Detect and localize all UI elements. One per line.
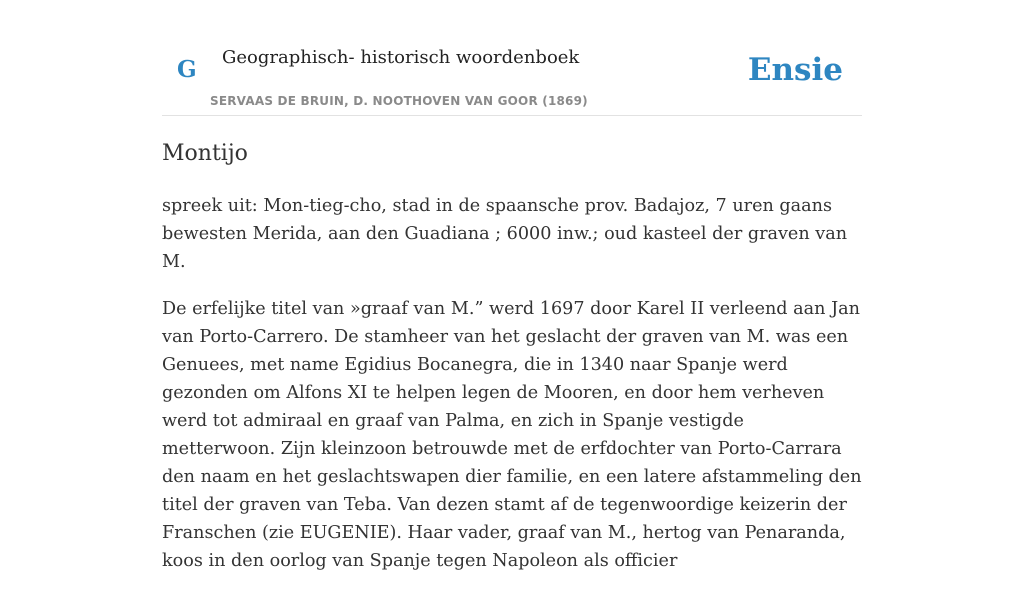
book-authors: SERVAAS DE BRUIN, D. NOOTHOVEN VAN GOOR (1869) — [210, 94, 588, 108]
entry-title: Montijo — [162, 141, 248, 166]
entry-body — [162, 192, 862, 594]
page — [162, 0, 862, 571]
brand-logo[interactable]: Ensie — [747, 52, 843, 88]
book-title-link[interactable]: Geographisch- historisch woordenboek — [222, 47, 580, 68]
book-header — [162, 0, 862, 116]
entry-paragraph: spreek uit: Mon-tieg-cho, stad in de spaansche prov. Badajoz, 7 uren gaans bewesten Merida, aan den Guadiana ; 6000 inw.; oud kasteel der graven van M. — [162, 196, 848, 272]
book-letter-badge[interactable]: G — [177, 56, 197, 83]
entry-paragraph: De erfelijke titel van »graaf van M.” werd 1697 door Karel II verleend aan Jan van Porto-Carrero. De stamheer van het geslacht der graven van M. was een Genuees, met name Egidius Bocanegra, die in 1340 naar Spanje werd gezonden om Alfons XI te helpen legen de Mooren, en door hem verheven werd tot admiraal en graaf van Palma, en zich in Spanje vestigde metterwoon. Zijn kleinzoon betrouwde met de erfdochter van Porto-Carrara den naam en het geslachtswapen dier familie, en een latere afstammeling den titel der graven van Teba. Van dezen stamt af de tegenwoordige keizerin der Franschen (zie EUGENIE). Haar vader, graaf van M., hertog van Penaranda, koos in den oorlog van Spanje tegen Napoleon als officier — [162, 299, 862, 571]
